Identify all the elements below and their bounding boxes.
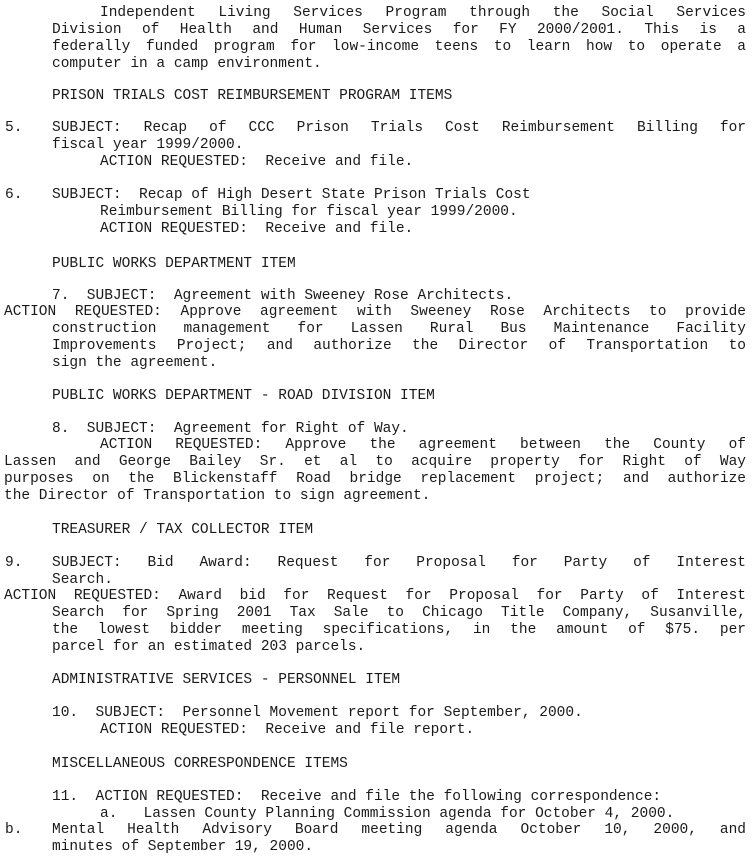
item-5-number: 5.: [5, 120, 23, 136]
item-6-action: ACTION REQUESTED: Receive and file.: [100, 221, 414, 237]
item-6-subject-line-1: SUBJECT: Recap of High Desert State Prison Trials Cost: [52, 187, 531, 203]
item-9-action-line-2: Search for Spring 2001 Tax Sale to Chicago Title Company, Susanville,: [52, 605, 746, 621]
section-heading-public-works: PUBLIC WORKS DEPARTMENT ITEM: [52, 256, 296, 272]
item-9-subject-line-2: Search.: [52, 572, 113, 588]
item-7-subject: 7. SUBJECT: Agreement with Sweeney Rose Architects.: [52, 288, 514, 304]
item-10-action: ACTION REQUESTED: Receive and file report.: [100, 722, 475, 738]
section-heading-misc: MISCELLANEOUS CORRESPONDENCE ITEMS: [52, 756, 348, 772]
item-9-action-line-4: parcel for an estimated 203 parcels.: [52, 639, 366, 655]
item-7-action-line-2: construction management for Lassen Rural Bus Maintenance Facility: [52, 321, 746, 337]
item-9-number: 9.: [5, 555, 23, 571]
intro-line-4: computer in a camp environment.: [52, 56, 322, 72]
item-11-action: 11. ACTION REQUESTED: Receive and file the following correspondence:: [52, 789, 662, 805]
item-11-sub-a: a. Lassen County Planning Commission agenda for October 4, 2000.: [100, 806, 675, 822]
item-9-action-line-3: the lowest bidder meeting specifications, in the amount of $75. per: [52, 622, 746, 638]
item-8-action-line-1: ACTION REQUESTED: Approve the agreement between the County of: [100, 437, 746, 453]
item-11-sub-b-line-2: minutes of September 19, 2000.: [52, 839, 314, 855]
item-7-action-line-4: sign the agreement.: [52, 355, 218, 371]
item-10-subject: 10. SUBJECT: Personnel Movement report for September, 2000.: [52, 705, 583, 721]
item-5-action: ACTION REQUESTED: Receive and file.: [100, 154, 414, 170]
item-11-sub-b-line-1: Mental Health Advisory Board meeting agenda October 10, 2000, and: [52, 822, 746, 838]
item-5-subject-line-1: SUBJECT: Recap of CCC Prison Trials Cost Reimbursement Billing for: [52, 120, 746, 136]
intro-line-3: federally funded program for low-income teens to learn how to operate a: [52, 39, 746, 55]
item-6-subject-line-2: Reimbursement Billing for fiscal year 1999/2000.: [100, 204, 518, 220]
item-5-subject-line-2: fiscal year 1999/2000.: [52, 137, 244, 153]
item-7-action-line-1: ACTION REQUESTED: Approve agreement with Sweeney Rose Architects to provide: [4, 304, 746, 320]
section-heading-treasurer: TREASURER / TAX COLLECTOR ITEM: [52, 522, 314, 538]
item-9-action-line-1: ACTION REQUESTED: Award bid for Request for Proposal for Party of Interest: [4, 588, 746, 604]
section-heading-prison: PRISON TRIALS COST REIMBURSEMENT PROGRAM ITEMS: [52, 88, 453, 104]
intro-line-2: Division of Health and Human Services for FY 2000/2001. This is a: [52, 22, 746, 38]
section-heading-admin: ADMINISTRATIVE SERVICES - PERSONNEL ITEM: [52, 672, 401, 688]
item-8-action-line-4: the Director of Transportation to sign agreement.: [4, 488, 431, 504]
section-heading-road-division: PUBLIC WORKS DEPARTMENT - ROAD DIVISION ITEM: [52, 388, 435, 404]
item-8-subject: 8. SUBJECT: Agreement for Right of Way.: [52, 421, 409, 437]
item-6-number: 6.: [5, 187, 23, 203]
item-8-action-line-2: Lassen and George Bailey Sr. et al to acquire property for Right of Way: [4, 454, 746, 470]
item-7-action-line-3: Improvements Project; and authorize the Director of Transportation to: [52, 338, 746, 354]
item-8-action-line-3: purposes on the Blickenstaff Road bridge replacement project; and authorize: [4, 471, 746, 487]
intro-line-1: Independent Living Services Program through the Social Services: [100, 5, 746, 21]
item-11-sub-b-label: b.: [5, 822, 23, 838]
item-9-subject-line-1: SUBJECT: Bid Award: Request for Proposal for Party of Interest: [52, 555, 746, 571]
